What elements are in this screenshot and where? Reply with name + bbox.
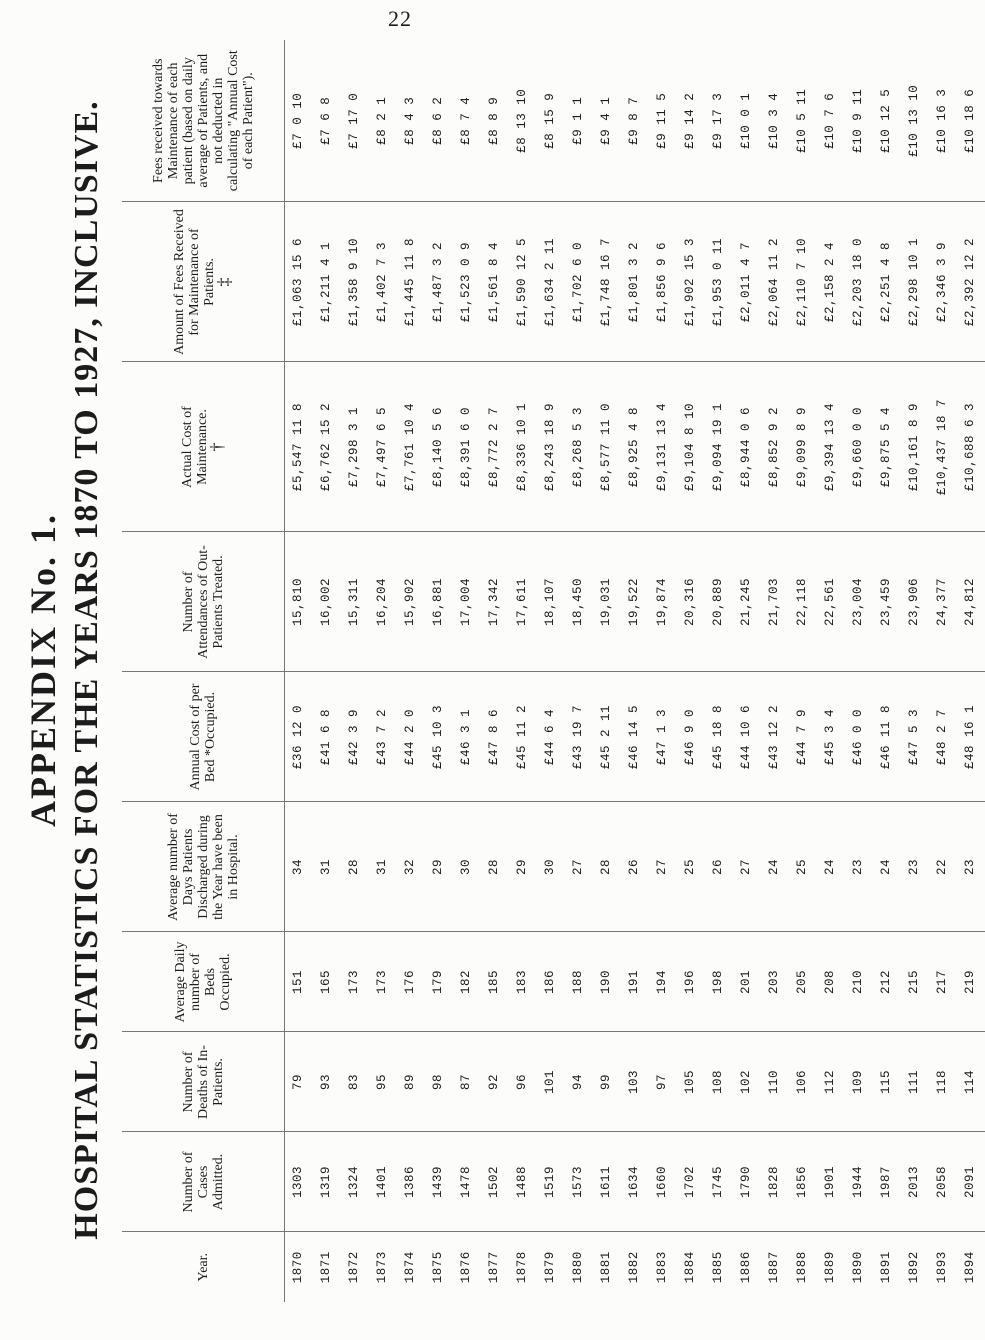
- cell-cost-per-bed: £47 1 3: [649, 672, 677, 802]
- cell-admitted: 1634: [621, 1132, 649, 1232]
- table-row: [873, 40, 901, 1302]
- table-row: [677, 40, 705, 1302]
- cell-maintenance: £7,497 6 5: [369, 362, 397, 532]
- table-row: [285, 40, 314, 1302]
- cell-days: 25: [789, 802, 817, 932]
- cell-beds: 165: [313, 932, 341, 1032]
- cell-outpatients: 17,004: [453, 532, 481, 672]
- cell-fees-per-patient: £8 4 3: [397, 40, 425, 202]
- cell-beds: 173: [369, 932, 397, 1032]
- cell-fees-per-patient: £10 7 6: [817, 40, 845, 202]
- cell-fees-per-patient: £7 0 10: [285, 40, 314, 202]
- table-row: [313, 40, 341, 1302]
- cell-deaths: 112: [817, 1032, 845, 1132]
- table-row: [957, 40, 985, 1302]
- cell-year: 1894: [963, 1251, 977, 1284]
- cell-fees-per-patient: £9 1 1: [565, 40, 593, 202]
- cell-beds: 215: [901, 932, 929, 1032]
- appendix-heading: APPENDIX No. 1.: [23, 513, 63, 827]
- cell-year: 1886: [739, 1251, 753, 1284]
- cell-outpatients: 23,459: [873, 532, 901, 672]
- cell-deaths: 108: [705, 1032, 733, 1132]
- cell-days: 23: [845, 802, 873, 932]
- cell-admitted: 1401: [369, 1132, 397, 1232]
- cell-admitted: 1944: [845, 1132, 873, 1232]
- table-row: [901, 40, 929, 1302]
- table-row: [789, 40, 817, 1302]
- cell-outpatients: 20,889: [705, 532, 733, 672]
- cell-days: 26: [621, 802, 649, 932]
- cell-beds: 176: [397, 932, 425, 1032]
- cell-admitted: 2013: [901, 1132, 929, 1232]
- cell-fees: £2,203 18 0: [845, 202, 873, 362]
- cell-beds: 185: [481, 932, 509, 1032]
- cell-beds: 217: [929, 932, 957, 1032]
- cell-deaths: 101: [537, 1032, 565, 1132]
- cell-year: 1880: [571, 1251, 585, 1284]
- cell-cost-per-bed: £45 18 8: [705, 672, 733, 802]
- cell-outpatients: 19,031: [593, 532, 621, 672]
- cell-maintenance: £8,925 4 8: [621, 362, 649, 532]
- cell-outpatients: 17,611: [509, 532, 537, 672]
- cell-cost-per-bed: £44 7 9: [789, 672, 817, 802]
- cell-outpatients: 19,522: [621, 532, 649, 672]
- cell-year: 1873: [375, 1251, 389, 1284]
- cell-year: 1888: [795, 1251, 809, 1284]
- cell-admitted: 1702: [677, 1132, 705, 1232]
- cell-maintenance: £10,161 8 9: [901, 362, 929, 532]
- table-row: [537, 40, 565, 1302]
- cell-cost-per-bed: £43 19 7: [565, 672, 593, 802]
- cell-outpatients: 24,377: [929, 532, 957, 672]
- cell-deaths: 93: [313, 1032, 341, 1132]
- table-row: [705, 40, 733, 1302]
- cell-days: 24: [761, 802, 789, 932]
- double-dagger-mark: ‡: [214, 277, 234, 287]
- cell-maintenance: £8,391 6 0: [453, 362, 481, 532]
- cell-year: 1876: [459, 1251, 473, 1284]
- cell-maintenance: £8,140 5 6: [425, 362, 453, 532]
- cell-days: 23: [901, 802, 929, 932]
- cell-deaths: 83: [341, 1032, 369, 1132]
- cell-outpatients: 20,316: [677, 532, 705, 672]
- column-header-maintenance: Actual Cost of Maintenance. †: [122, 362, 285, 532]
- cell-deaths: 103: [621, 1032, 649, 1132]
- cell-fees: £2,298 10 1: [901, 202, 929, 362]
- cell-outpatients: 16,002: [313, 532, 341, 672]
- cell-fees-per-patient: £8 6 2: [425, 40, 453, 202]
- cell-maintenance: £8,243 18 9: [537, 362, 565, 532]
- cell-fees-per-patient: £8 15 9: [537, 40, 565, 202]
- cell-maintenance: £9,131 13 4: [649, 362, 677, 532]
- cell-cost-per-bed: £46 0 0: [845, 672, 873, 802]
- table-row: [593, 40, 621, 1302]
- cell-beds: 186: [537, 932, 565, 1032]
- cell-fees-per-patient: £10 12 5: [873, 40, 901, 202]
- cell-fees-per-patient: £10 16 3: [929, 40, 957, 202]
- cell-days: 32: [397, 802, 425, 932]
- cell-cost-per-bed: £46 11 8: [873, 672, 901, 802]
- cell-cost-per-bed: £36 12 0: [285, 672, 314, 802]
- cell-fees-per-patient: £7 17 0: [341, 40, 369, 202]
- cell-cost-per-bed: £45 10 3: [425, 672, 453, 802]
- cell-fees: £1,561 8 4: [481, 202, 509, 362]
- cell-admitted: 1901: [817, 1132, 845, 1232]
- cell-outpatients: 16,881: [425, 532, 453, 672]
- cell-deaths: 79: [285, 1032, 314, 1132]
- cell-fees: £2,064 11 2: [761, 202, 789, 362]
- cell-year: 1881: [599, 1251, 613, 1284]
- table-row: [481, 40, 509, 1302]
- cell-outpatients: 15,902: [397, 532, 425, 672]
- cell-deaths: 111: [901, 1032, 929, 1132]
- cell-fees-per-patient: £9 4 1: [593, 40, 621, 202]
- cell-days: 30: [453, 802, 481, 932]
- cell-outpatients: 24,812: [957, 532, 985, 672]
- cell-fees-per-patient: £8 7 4: [453, 40, 481, 202]
- cell-deaths: 94: [565, 1032, 593, 1132]
- table-row: [425, 40, 453, 1302]
- cell-cost-per-bed: £47 8 6: [481, 672, 509, 802]
- cell-maintenance: £8,577 11 0: [593, 362, 621, 532]
- cell-days: 28: [341, 802, 369, 932]
- cell-deaths: 106: [789, 1032, 817, 1132]
- cell-cost-per-bed: £44 2 0: [397, 672, 425, 802]
- cell-fees-per-patient: £8 8 9: [481, 40, 509, 202]
- cell-outpatients: 23,004: [845, 532, 873, 672]
- table-row: [649, 40, 677, 1302]
- cell-beds: 173: [341, 932, 369, 1032]
- cell-year: 1884: [683, 1251, 697, 1284]
- cell-admitted: 1502: [481, 1132, 509, 1232]
- cell-outpatients: 21,703: [761, 532, 789, 672]
- cell-cost-per-bed: £44 6 4: [537, 672, 565, 802]
- cell-fees-per-patient: £10 0 1: [733, 40, 761, 202]
- cell-deaths: 99: [593, 1032, 621, 1132]
- cell-fees-per-patient: £10 9 11: [845, 40, 873, 202]
- cell-fees: £1,487 3 2: [425, 202, 453, 362]
- cell-days: 30: [537, 802, 565, 932]
- cell-deaths: 109: [845, 1032, 873, 1132]
- cell-deaths: 110: [761, 1032, 789, 1132]
- cell-deaths: 114: [957, 1032, 985, 1132]
- cell-year: 1874: [403, 1251, 417, 1284]
- cell-maintenance: £8,336 10 1: [509, 362, 537, 532]
- cell-outpatients: 18,450: [565, 532, 593, 672]
- table-row: [929, 40, 957, 1302]
- cell-outpatients: 15,810: [285, 532, 314, 672]
- cell-maintenance: £7,298 3 1: [341, 362, 369, 532]
- cell-maintenance: £8,944 0 6: [733, 362, 761, 532]
- cell-outpatients: 16,204: [369, 532, 397, 672]
- cell-fees-per-patient: £9 11 5: [649, 40, 677, 202]
- cell-maintenance: £9,660 0 0: [845, 362, 873, 532]
- cell-year: 1883: [655, 1251, 669, 1284]
- cell-cost-per-bed: £46 9 0: [677, 672, 705, 802]
- cell-year: 1872: [347, 1251, 361, 1284]
- cell-admitted: 1324: [341, 1132, 369, 1232]
- cell-days: 23: [957, 802, 985, 932]
- cell-fees-per-patient: £10 5 11: [789, 40, 817, 202]
- table-row: [565, 40, 593, 1302]
- cell-year: 1879: [543, 1251, 557, 1284]
- cell-cost-per-bed: £43 12 2: [761, 672, 789, 802]
- cell-year: 1877: [487, 1251, 501, 1284]
- cell-days: 26: [705, 802, 733, 932]
- cell-admitted: 1987: [873, 1132, 901, 1232]
- cell-cost-per-bed: £45 3 4: [817, 672, 845, 802]
- cell-admitted: 1519: [537, 1132, 565, 1232]
- column-header-admitted: Number of Cases Admitted.: [122, 1132, 285, 1232]
- cell-outpatients: 23,906: [901, 532, 929, 672]
- hospital-statistics-table: [122, 40, 985, 1302]
- cell-year: 1885: [711, 1251, 725, 1284]
- cell-fees: £1,801 3 2: [621, 202, 649, 362]
- cell-deaths: 105: [677, 1032, 705, 1132]
- cell-beds: 182: [453, 932, 481, 1032]
- cell-admitted: 1439: [425, 1132, 453, 1232]
- cell-days: 29: [509, 802, 537, 932]
- cell-maintenance: £5,547 11 8: [285, 362, 314, 532]
- cell-cost-per-bed: £45 11 2: [509, 672, 537, 802]
- cell-maintenance: £10,688 6 3: [957, 362, 985, 532]
- cell-year: 1875: [431, 1251, 445, 1284]
- cell-fees: £2,346 3 9: [929, 202, 957, 362]
- cell-beds: 190: [593, 932, 621, 1032]
- cell-beds: 194: [649, 932, 677, 1032]
- cell-maintenance: £10,437 18 7: [929, 362, 957, 532]
- cell-admitted: 1573: [565, 1132, 593, 1232]
- cell-days: 24: [873, 802, 901, 932]
- cell-year: 1892: [907, 1251, 921, 1284]
- cell-days: 25: [677, 802, 705, 932]
- cell-fees-per-patient: £10 18 6: [957, 40, 985, 202]
- cell-days: 29: [425, 802, 453, 932]
- cell-year: 1878: [515, 1251, 529, 1284]
- cell-fees: £1,445 11 8: [397, 202, 425, 362]
- cell-beds: 201: [733, 932, 761, 1032]
- cell-outpatients: 22,561: [817, 532, 845, 672]
- cell-cost-per-bed: £47 5 3: [901, 672, 929, 802]
- table-row: [761, 40, 789, 1302]
- cell-beds: 179: [425, 932, 453, 1032]
- cell-fees: £1,063 15 6: [285, 202, 314, 362]
- cell-beds: 183: [509, 932, 537, 1032]
- cell-fees: £1,358 9 10: [341, 202, 369, 362]
- cell-maintenance: £9,099 8 9: [789, 362, 817, 532]
- cell-year: 1891: [879, 1251, 893, 1284]
- cell-admitted: 1319: [313, 1132, 341, 1232]
- cell-outpatients: 15,311: [341, 532, 369, 672]
- cell-days: 27: [649, 802, 677, 932]
- cell-beds: 198: [705, 932, 733, 1032]
- cell-fees-per-patient: £8 13 10: [509, 40, 537, 202]
- cell-maintenance: £9,094 19 1: [705, 362, 733, 532]
- cell-admitted: 2091: [957, 1132, 985, 1232]
- cell-fees-per-patient: £8 2 1: [369, 40, 397, 202]
- column-header-year: Year.: [122, 1232, 285, 1302]
- cell-days: 28: [593, 802, 621, 932]
- cell-cost-per-bed: £46 14 5: [621, 672, 649, 802]
- cell-cost-per-bed: £48 2 7: [929, 672, 957, 802]
- cell-beds: 203: [761, 932, 789, 1032]
- cell-fees-per-patient: £7 6 8: [313, 40, 341, 202]
- cell-beds: 212: [873, 932, 901, 1032]
- cell-deaths: 97: [649, 1032, 677, 1132]
- cell-beds: 196: [677, 932, 705, 1032]
- table-row: [453, 40, 481, 1302]
- cell-beds: 188: [565, 932, 593, 1032]
- cell-outpatients: 19,874: [649, 532, 677, 672]
- table-row: [397, 40, 425, 1302]
- cell-maintenance: £8,772 2 7: [481, 362, 509, 532]
- cell-admitted: 1303: [285, 1132, 314, 1232]
- cell-year: 1870: [291, 1251, 305, 1284]
- cell-maintenance: £8,268 5 3: [565, 362, 593, 532]
- cell-fees: £1,953 0 11: [705, 202, 733, 362]
- cell-outpatients: 21,245: [733, 532, 761, 672]
- cell-days: 27: [733, 802, 761, 932]
- cell-beds: 205: [789, 932, 817, 1032]
- cell-fees: £1,902 15 3: [677, 202, 705, 362]
- cell-beds: 208: [817, 932, 845, 1032]
- cell-maintenance: £7,761 10 4: [397, 362, 425, 532]
- cell-fees: £1,211 4 1: [313, 202, 341, 362]
- cell-cost-per-bed: £43 7 2: [369, 672, 397, 802]
- cell-admitted: 1386: [397, 1132, 425, 1232]
- cell-outpatients: 18,107: [537, 532, 565, 672]
- cell-year: 1890: [851, 1251, 865, 1284]
- cell-maintenance: £6,762 15 2: [313, 362, 341, 532]
- cell-fees: £2,392 12 2: [957, 202, 985, 362]
- cell-deaths: 96: [509, 1032, 537, 1132]
- cell-fees: £1,748 16 7: [593, 202, 621, 362]
- cell-days: 34: [285, 802, 314, 932]
- page-number: 22: [388, 6, 412, 31]
- cell-fees-per-patient: £10 13 10: [901, 40, 929, 202]
- cell-deaths: 102: [733, 1032, 761, 1132]
- column-header-fees-per-patient: Fees received towards Maintenance of each patient (based on daily average of Patients, and not deducted in calculating "Annual Cost of each Patient").: [122, 40, 285, 202]
- cell-year: 1887: [767, 1251, 781, 1284]
- cell-deaths: 115: [873, 1032, 901, 1132]
- cell-year: 1871: [319, 1251, 333, 1284]
- cell-admitted: 1660: [649, 1132, 677, 1232]
- column-header-beds: Average Daily number of Beds Occupied.: [122, 932, 285, 1032]
- cell-cost-per-bed: £44 10 6: [733, 672, 761, 802]
- column-header-days: Average number of Days Patients Discharged during the Year have been in Hospital.: [122, 802, 285, 932]
- column-header-outpatients: Number of Attendances of Out-Patients Treated.: [122, 532, 285, 672]
- cell-fees: £1,702 6 0: [565, 202, 593, 362]
- cell-deaths: 87: [453, 1032, 481, 1132]
- table-row: [369, 40, 397, 1302]
- cell-cost-per-bed: £46 3 1: [453, 672, 481, 802]
- cell-deaths: 118: [929, 1032, 957, 1132]
- cell-beds: 151: [285, 932, 314, 1032]
- column-header-cost-per-bed: Annual Cost of per Bed *Occupied.: [122, 672, 285, 802]
- cell-days: 31: [369, 802, 397, 932]
- cell-beds: 191: [621, 932, 649, 1032]
- cell-days: 31: [313, 802, 341, 932]
- cell-deaths: 98: [425, 1032, 453, 1132]
- cell-year: 1893: [935, 1251, 949, 1284]
- cell-fees-per-patient: £9 14 2: [677, 40, 705, 202]
- column-header-deaths: Number of Deaths of In-Patients.: [122, 1032, 285, 1132]
- cell-admitted: 1790: [733, 1132, 761, 1232]
- table-row: [733, 40, 761, 1302]
- table-row: [845, 40, 873, 1302]
- cell-fees: £2,011 4 7: [733, 202, 761, 362]
- cell-beds: 219: [957, 932, 985, 1032]
- cell-beds: 210: [845, 932, 873, 1032]
- cell-cost-per-bed: £48 16 1: [957, 672, 985, 802]
- cell-maintenance: £8,852 9 2: [761, 362, 789, 532]
- dagger-mark: †: [206, 442, 227, 452]
- cell-fees: £1,856 9 6: [649, 202, 677, 362]
- cell-admitted: 1745: [705, 1132, 733, 1232]
- cell-cost-per-bed: £41 6 8: [313, 672, 341, 802]
- cell-days: 24: [817, 802, 845, 932]
- cell-fees-per-patient: £9 8 7: [621, 40, 649, 202]
- cell-outpatients: 22,118: [789, 532, 817, 672]
- cell-fees: £1,523 0 9: [453, 202, 481, 362]
- cell-admitted: 2058: [929, 1132, 957, 1232]
- cell-admitted: 1611: [593, 1132, 621, 1232]
- cell-fees-per-patient: £10 3 4: [761, 40, 789, 202]
- cell-year: 1889: [823, 1251, 837, 1284]
- cell-fees: £2,158 2 4: [817, 202, 845, 362]
- cell-admitted: 1828: [761, 1132, 789, 1232]
- cell-days: 22: [929, 802, 957, 932]
- cell-deaths: 95: [369, 1032, 397, 1132]
- cell-admitted: 1478: [453, 1132, 481, 1232]
- cell-fees: £1,634 2 11: [537, 202, 565, 362]
- cell-fees: £1,402 7 3: [369, 202, 397, 362]
- table-row: [341, 40, 369, 1302]
- cell-maintenance: £9,104 8 10: [677, 362, 705, 532]
- cell-fees: £2,251 4 8: [873, 202, 901, 362]
- table-title: HOSPITAL STATISTICS FOR THE YEARS 1870 TO 1927, INCLUSIVE.: [68, 100, 105, 1240]
- table-row: [621, 40, 649, 1302]
- table-row: [509, 40, 537, 1302]
- cell-deaths: 89: [397, 1032, 425, 1132]
- cell-cost-per-bed: £45 2 11: [593, 672, 621, 802]
- cell-admitted: 1856: [789, 1132, 817, 1232]
- cell-year: 1882: [627, 1251, 641, 1284]
- header-row: [122, 40, 285, 1302]
- cell-fees: £2,110 7 10: [789, 202, 817, 362]
- cell-days: 28: [481, 802, 509, 932]
- cell-deaths: 92: [481, 1032, 509, 1132]
- cell-fees-per-patient: £9 17 3: [705, 40, 733, 202]
- table-row: [817, 40, 845, 1302]
- cell-cost-per-bed: £42 3 9: [341, 672, 369, 802]
- cell-outpatients: 17,342: [481, 532, 509, 672]
- cell-fees: £1,590 12 5: [509, 202, 537, 362]
- cell-admitted: 1488: [509, 1132, 537, 1232]
- table-body: [285, 40, 985, 1302]
- cell-maintenance: £9,875 5 4: [873, 362, 901, 532]
- cell-days: 27: [565, 802, 593, 932]
- column-header-fees: Amount of Fees Received for Maintenance of Patients. ‡: [122, 202, 285, 362]
- cell-maintenance: £9,394 13 4: [817, 362, 845, 532]
